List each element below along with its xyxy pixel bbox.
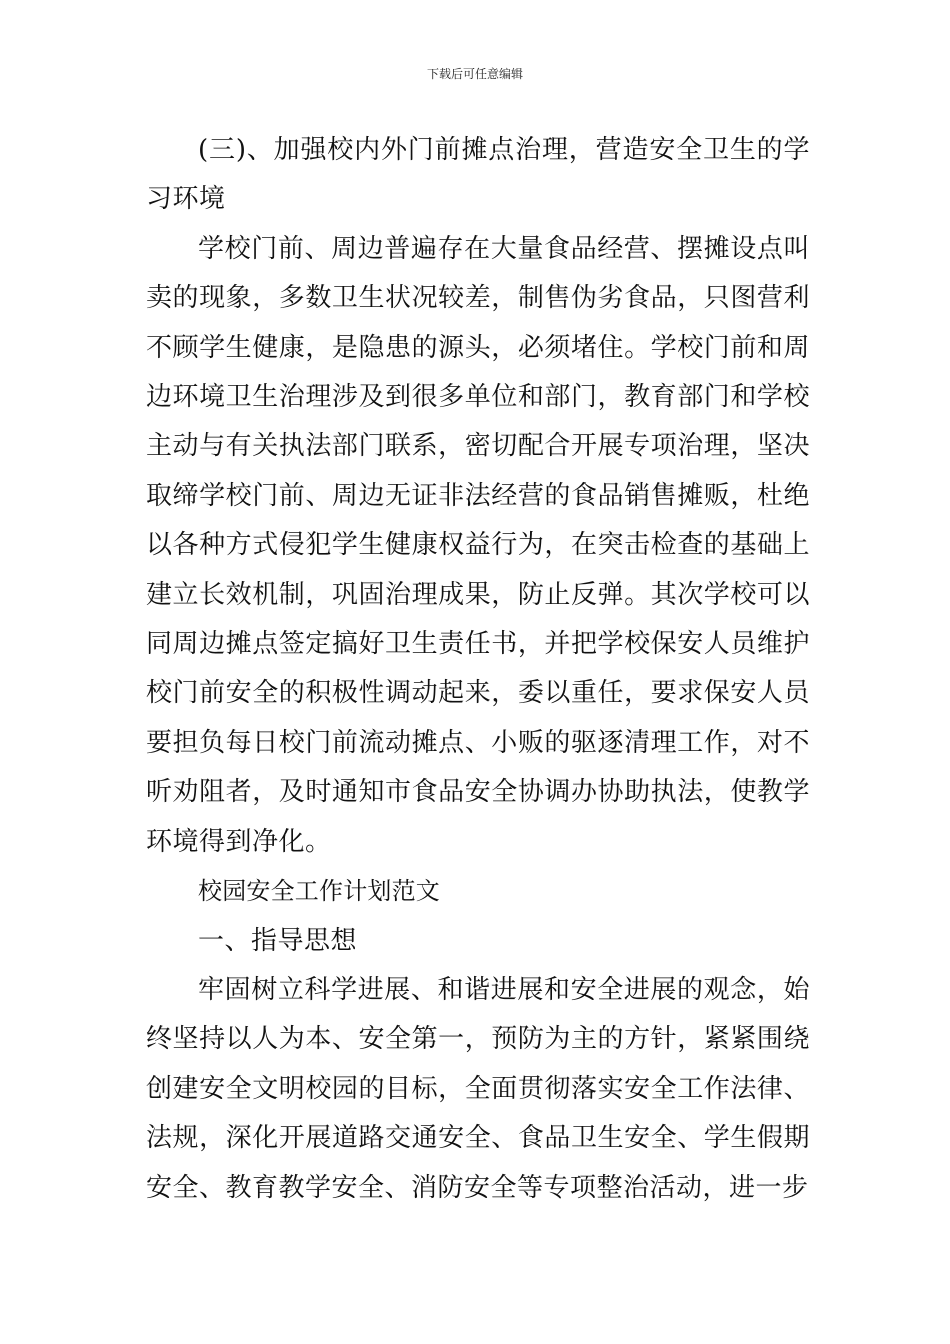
document-body: [146, 126, 810, 1213]
page-header-note: 下载后可任意编辑: [426, 67, 523, 81]
document-title: 校园安全工作计划范文: [198, 877, 440, 906]
body-paragraph: 学校门前、周边普遍存在大量食品经营、摆摊设点叫卖的现象，多数卫生状况较差，制售伪劣食品，只图营利不顾学生健康，是隐患的源头，必须堵住。学校门前和周边环境卫生治理涉及到很多单位和部门，教育部门和学校主动与有关执法部门联系，密切配合开展专项治理，坚决取缔学校门前、周边无证非法经营的食品销售摊贩，杜绝以各种方式侵犯学生健康权益行为，在突击检查的基础上建立长效机制，巩固治理成果，防止反弹。其次学校可以同周边摊点签定搞好卫生责任书，并把学校保安人员维护校门前安全的积极性调动起来，委以重任，要求保安人员要担负每日校门前流动摊点、小贩的驱逐清理工作，对不听劝阻者，及时通知市食品安全协调办协助执法，使教学环境得到净化。: [146, 233, 810, 857]
section-heading-guiding-thought: 一、指导思想: [198, 925, 358, 956]
section-heading-paragraph: (三)、加强校内外门前摊点治理，营造安全卫生的学习环境: [146, 135, 810, 215]
body-paragraph: 牢固树立科学进展、和谐进展和安全进展的观念，始终坚持以人为本、安全第一，预防为主的方针，紧紧围绕创建安全文明校园的目标，全面贯彻落实安全工作法律、法规，深化开展道路交通安全、食品卫生安全、学生假期安全、教育教学安全、消防安全等专项整治活动，进一步: [146, 974, 810, 1203]
